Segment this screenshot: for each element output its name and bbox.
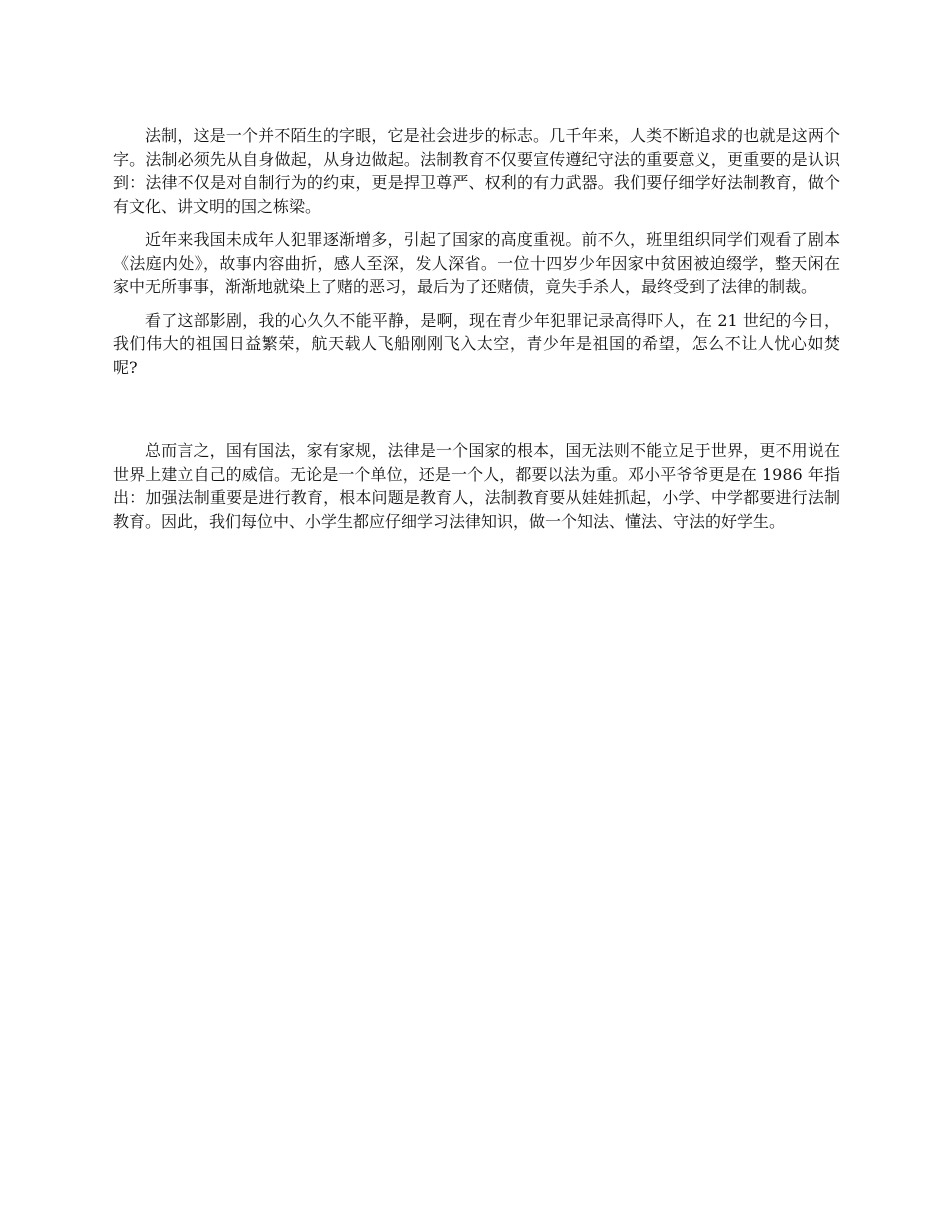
paragraph-4: 总而言之，国有国法，家有家规，法律是一个国家的根本，国无法则不能立足于世界，更不用说在世界上建立自己的威信。无论是一个单位，还是一个人，都要以法为重。邓小平爷爷更是在 1986 年指出：加强法制重要是进行教育，根本问题是教育人，法制教育要从娃娃抓起，小学、中学都要进行法制教育。因此，我们每位中、小学生都应仔细学习法律知识，做一个知法、懂法、守法的好学生。 — [113, 441, 840, 531]
paragraph-1: 法制，这是一个并不陌生的字眼，它是社会进步的标志。几千年来，人类不断追求的也就是这两个字。法制必须先从自身做起，从身边做起。法制教育不仅要宣传遵纪守法的重要意义，更重要的是认识到：法律不仅是对自制行为的约束，更是捍卫尊严、权利的有力武器。我们要仔细学好法制教育，做个有文化、讲文明的国之栋梁。 — [113, 126, 840, 216]
paragraph-2: 近年来我国未成年人犯罪逐渐增多，引起了国家的高度重视。前不久，班里组织同学们观看了剧本《法庭内处》，故事内容曲折，感人至深，发人深省。一位十四岁少年因家中贫困被迫缀学，整天闲在家中无所事事，渐渐地就染上了赌的恶习，最后为了还赌债，竟失手杀人，最终受到了法律的制裁。 — [113, 230, 840, 296]
document-body — [113, 124, 840, 543]
paragraph-3: 看了这部影剧，我的心久久不能平静，是啊，现在青少年犯罪记录高得吓人，在 21 世纪的今日，我们伟大的祖国日益繁荣，航天载人飞船刚刚飞入太空，青少年是祖国的希望，怎么不让人忧心如焚呢? — [113, 310, 840, 377]
